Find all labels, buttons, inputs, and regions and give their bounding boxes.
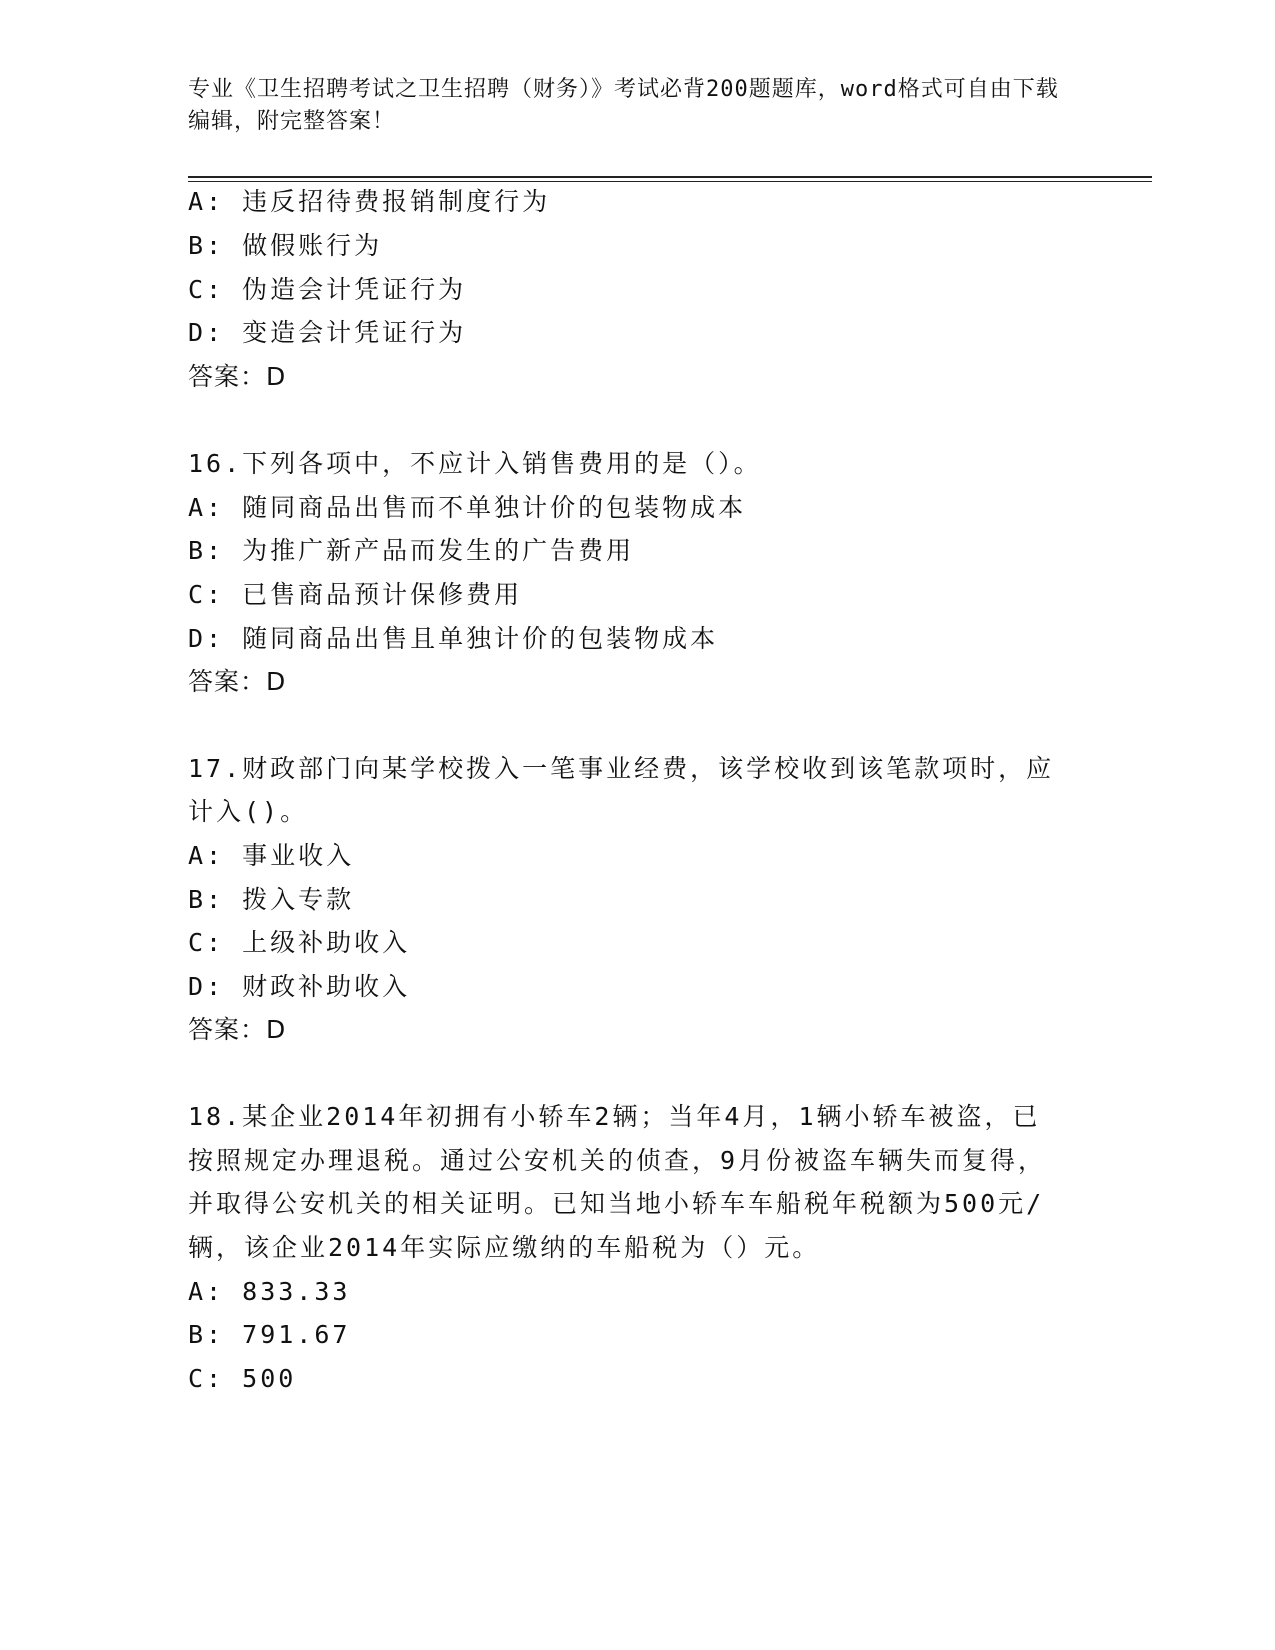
q17-option-c: C: 上级补助收入 [188, 928, 411, 957]
q18-stem-line-2: 按照规定办理退税。通过公安机关的侦查，9月份被盗车辆失而复得， [188, 1146, 1047, 1175]
header-rule-thick [188, 176, 1152, 178]
q17-option-a: A: 事业收入 [188, 841, 355, 870]
q15-option-d: D: 变造会计凭证行为 [188, 318, 467, 347]
q16-answer: 答案：D [188, 667, 287, 696]
q17-option-d: D: 财政补助收入 [188, 972, 411, 1001]
q16-stem: 16.下列各项中，不应计入销售费用的是（）。 [188, 449, 762, 478]
q15-answer: 答案：D [188, 362, 287, 391]
q18-stem-line-4: 辆，该企业2014年实际应缴纳的车船税为（）元。 [188, 1233, 821, 1262]
q17-stem-line-2: 计入()。 [188, 797, 309, 826]
q15-option-a: A: 违反招待费报销制度行为 [188, 187, 551, 216]
q16-option-c: C: 已售商品预计保修费用 [188, 580, 523, 609]
q18-option-c: C: 500 [188, 1364, 297, 1393]
q18-option-b: B: 791.67 [188, 1320, 351, 1349]
q16-option-a: A: 随同商品出售而不单独计价的包装物成本 [188, 493, 747, 522]
q18-stem-line-1: 18.某企业2014年初拥有小轿车2辆；当年4月，1辆小轿车被盗，已 [188, 1102, 1041, 1131]
q15-option-c: C: 伪造会计凭证行为 [188, 275, 467, 304]
q18-option-a: A: 833.33 [188, 1277, 351, 1306]
q18-stem-line-3: 并取得公安机关的相关证明。已知当地小轿车车船税年税额为500元/ [188, 1189, 1045, 1218]
q17-option-b: B: 拨入专款 [188, 885, 355, 914]
q16-option-b: B: 为推广新产品而发生的广告费用 [188, 536, 635, 565]
header-rule-thin [188, 181, 1152, 182]
q17-stem-line-1: 17.财政部门向某学校拨入一笔事业经费，该学校收到该笔款项时，应 [188, 754, 1055, 783]
q16-option-d: D: 随同商品出售且单独计价的包装物成本 [188, 624, 719, 653]
document-header: 专业《卫生招聘考试之卫生招聘（财务）》考试必背200题题库，word格式可自由下载编辑，附完整答案！ [188, 77, 1059, 134]
q17-answer: 答案：D [188, 1015, 287, 1044]
q15-option-b: B: 做假账行为 [188, 231, 383, 260]
